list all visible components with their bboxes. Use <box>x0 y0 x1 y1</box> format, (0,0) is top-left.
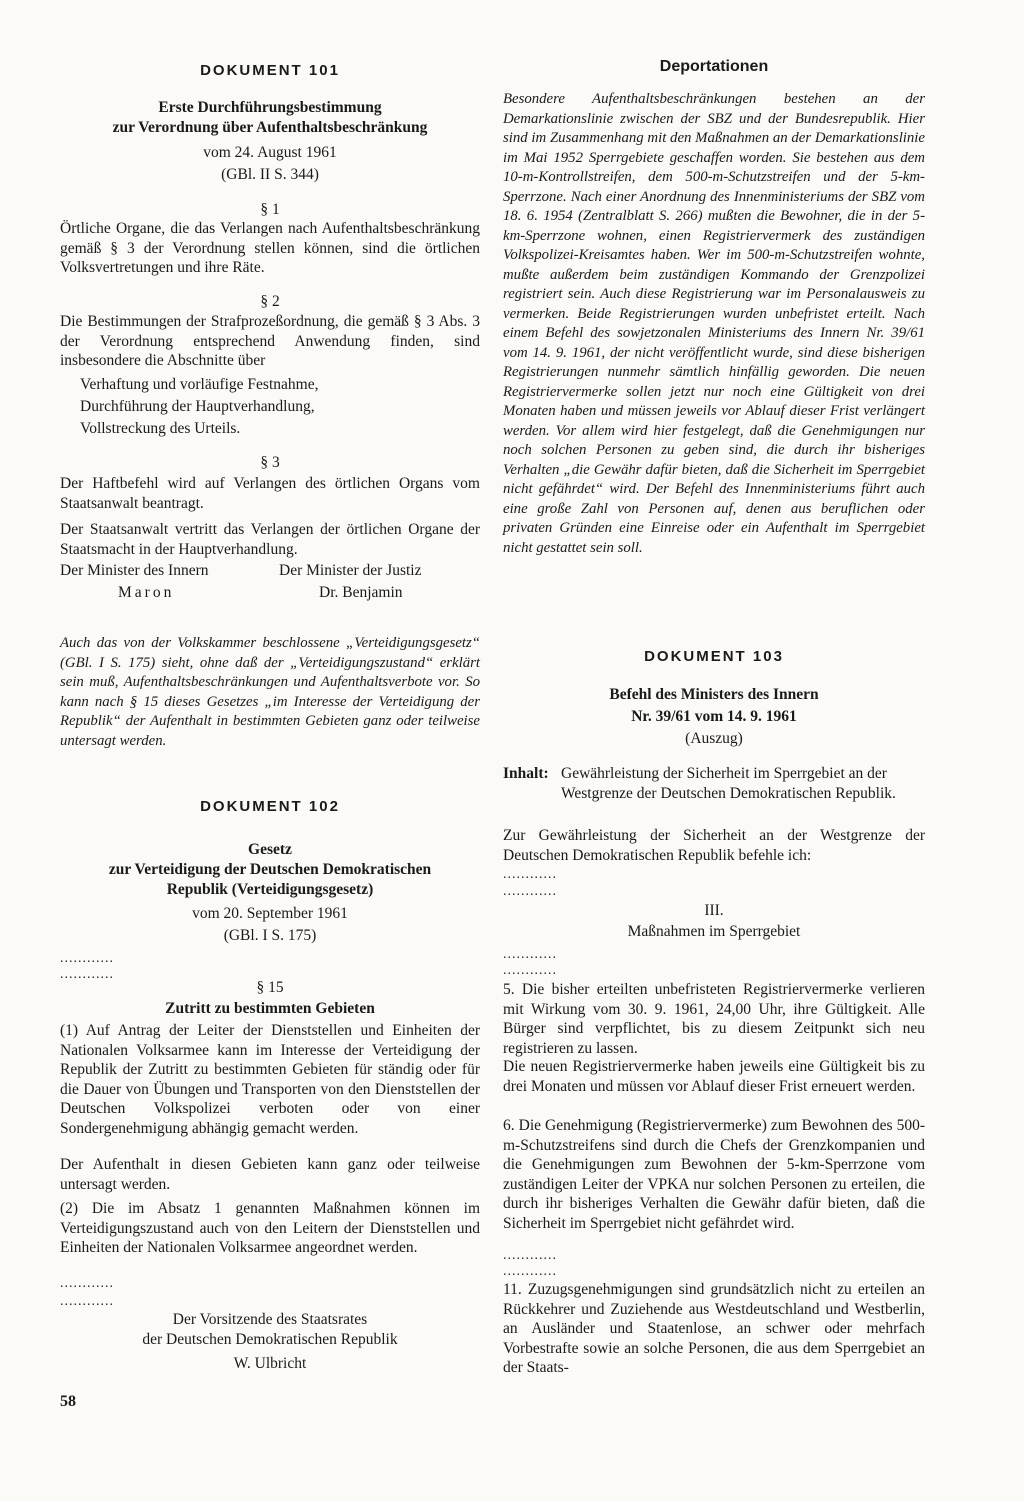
ellipsis-dots: ............ <box>60 1294 114 1309</box>
document-102-source: (GBl. I S. 175) <box>223 927 317 944</box>
section-2-list <box>80 374 480 440</box>
document-101-date: vom 24. August 1961 <box>203 144 337 161</box>
document-102-heading: DOKUMENT 102 <box>200 798 340 815</box>
signatory-name: Maron <box>118 584 175 601</box>
signatory-title: Der Minister des Innern <box>60 562 209 579</box>
section-iii-title: Maßnahmen im Sperrgebiet <box>627 923 801 940</box>
document-101-title-line1: Erste Durchführungsbestimmung <box>158 99 382 116</box>
document-103-title-line2: Nr. 39/61 vom 14. 9. 1961 <box>631 708 797 725</box>
signatory-title: Der Minister der Justiz <box>279 562 422 579</box>
document-101-title-line2: zur Verordnung über Aufenthaltsbeschränkung <box>112 119 428 136</box>
inhalt-text: Gewährleistung der Sicherheit im Sperrgebiet an der Westgrenze der Deutschen Demokratischen Republik. <box>561 765 896 802</box>
section-15-title: Zutritt zu bestimmten Gebieten <box>165 1000 375 1017</box>
ellipsis-dots: ............ <box>503 963 557 978</box>
page-number: 58 <box>60 1393 76 1410</box>
list-item: Vollstreckung des Urteils. <box>80 420 241 437</box>
signature-left <box>60 560 261 604</box>
ellipsis-dots: ............ <box>503 1264 557 1279</box>
inhalt-block <box>503 764 925 803</box>
signature-102-line2: der Deutschen Demokratischen Republik <box>142 1331 398 1348</box>
item-5-text: 5. Die bisher erteilten unbefristeten Registriervermerke verlieren mit Wirkung vom 30. 9. 1961, 24,00 Uhr, ihre Gültigkeit. Alle Bürger sind verpflichtet, bis zu diesem Zeitpunkt sich neu registrieren zu lassen. <box>503 981 925 1057</box>
document-101-source: (GBl. II S. 344) <box>221 166 319 183</box>
section-2-text: Die Bestimmungen der Strafprozeßordnung, die gemäß § 3 Abs. 3 der Verordnung entsprechend Anwendung finden, sind insbesondere die Abschnitte über <box>60 313 480 369</box>
signatory-name: Dr. Benjamin <box>319 584 403 601</box>
section-2-heading: § 2 <box>260 293 280 310</box>
ellipsis-dots: ............ <box>60 967 114 982</box>
section-15-paragraph-1: (1) Auf Antrag der Leiter der Dienststellen und Einheiten der Nationalen Volksarmee kann im Interesse der Verteidigung der Republik der Zutritt zu bestimmten Gebieten für ständig oder für die Dauer von Übungen und Transporten von den Dienststellen der Deutschen Volkspolizei verboten oder von einer Sondergenehmigung abhängig gemacht werden. <box>60 1022 480 1137</box>
signature-block-101 <box>60 560 480 604</box>
item-6-text: 6. Die Genehmigung (Registriervermerke) zum Bewohnen des 500-m-Schutzstreifens sind durch die Chefs der Grenzkompanien und die Genehmigungen zum Bewohnen der 5-km-Sperrzone vom zuständigen Leiter der VPKA nur solchen Personen zu erteilen, die durch ihr bisheriges Verhalten die Gewähr dafür bieten, daß die Sicherheit im Sperrgebiet nicht gefährdet wird. <box>503 1117 925 1232</box>
deportation-text: Besondere Aufenthaltsbeschränkungen bestehen an der Demarkationslinie zwischen der SBZ und der Bundesrepublik. Hier sind im Zusammenhang mit den Maßnahmen an der Demarkationslinie im Mai 1952 Sperrgebiete geschaffen worden. Sie bestehen aus dem 10-m-Kontrollstreifen, dem 500-m-Schutzstreifen und der 5-km-Sperrzone. Nach einer Anordnung des Innenministeriums der SBZ vom 18. 6. 1954 (Zentralblatt S. 266) mußten die Bewohner, die in der 5-km-Sperrzone wohnen, einen Registriervermerk des zuständigen Volkspolizei-Kreisamtes haben. Wer im 500-m-Schutzstreifen wohnte, mußte außerdem beim zuständigen Kommando der Grenzpolizei registriert sein. Auch diese Registrierung war im Personalausweis zu vermerken. Beide Registrierungen wurden unbefristet erteilt. Nach einem Befehl des sowjetzonalen Ministeriums des Innern Nr. 39/61 vom 14. 9. 1961, der nicht veröffentlicht wurde, sind diese bisherigen Registrierungen nunmehr sämtlich hinfällig geworden. Die neuen Registriervermerke sollen jetzt nur noch eine Gültigkeit von drei Monaten haben und müssen jeweils vor Ablauf dieser Frist verlängert werden. Vor allem wird hier festgelegt, daß die Genehmigungen nur noch solchen Personen zu geben sind, die durch ihr bisheriges Verhalten „die Gewähr dafür bieten, daß die Sicherheit im Sperrgebiet nicht gefährdet“ wird. Der Befehl des Innenministeriums führt auch eine große Zahl von Personen auf, denen aus beruflichen oder privaten Gründen eine Einreise oder ein Aufenthalt im Sperrgebiet nicht gestattet sein soll. <box>503 91 925 556</box>
document-103-heading: DOKUMENT 103 <box>644 648 784 665</box>
signature-102-name: W. Ulbricht <box>233 1355 307 1372</box>
section-15-paragraph-2: Der Aufenthalt in diesen Gebieten kann ganz oder teilweise untersagt werden. <box>60 1156 480 1193</box>
item-5-followup: Die neuen Registriervermerke haben jeweils eine Gültigkeit bis zu drei Monaten und müssen vor Ablauf dieser Frist erneuert werden. <box>503 1058 925 1095</box>
ellipsis-dots: ............ <box>60 951 114 966</box>
document-102-title-line1: Gesetz <box>248 841 292 858</box>
section-1-heading: § 1 <box>260 201 280 218</box>
section-1-text: Örtliche Organe, die das Verlangen nach Aufenthaltsbeschränkung gemäß § 3 der Verordnung stellen können, sind die örtlichen Volksvertretungen und ihre Räte. <box>60 220 480 276</box>
document-102-title-line2: zur Verteidigung der Deutschen Demokratischen <box>108 861 432 878</box>
inhalt-label: Inhalt: <box>503 765 549 782</box>
section-15-heading: § 15 <box>256 979 284 996</box>
ellipsis-dots: ............ <box>503 884 557 899</box>
ellipsis-dots: ............ <box>60 1276 114 1291</box>
document-103-intro: Zur Gewährleistung der Sicherheit an der Westgrenze der Deutschen Demokratischen Republik befehle ich: <box>503 827 925 864</box>
commentary-text: Auch das von der Volkskammer beschlossene „Verteidigungsgesetz“ (GBl. I S. 175) sieht, ohne daß der „Verteidigungszustand“ erklärt sein muß, Aufenthaltsbeschränkungen und Aufenthaltsverbote vor. So kann nach § 15 dieses Gesetzes „im Interesse der Verteidigung der Republik“ der Aufenthalt in bestimmten Gebieten ganz oder teilweise untersagt werden. <box>60 635 480 749</box>
section-3-text-2: Der Staatsanwalt vertritt das Verlangen der örtlichen Organe der Staatsmacht in der Hauptverhandlung. <box>60 521 480 558</box>
list-item: Durchführung der Hauptverhandlung, <box>80 398 315 415</box>
ellipsis-dots: ............ <box>503 1248 557 1263</box>
document-101-heading: DOKUMENT 101 <box>200 62 340 79</box>
document-103-subtitle: (Auszug) <box>685 730 743 747</box>
section-3-text-1: Der Haftbefehl wird auf Verlangen des örtlichen Organs vom Staatsanwalt beantragt. <box>60 475 480 512</box>
section-15-paragraph-3: (2) Die im Absatz 1 genannten Maßnahmen können im Verteidigungszustand auch von den Leitern der Dienststellen und Einheiten der Nationalen Volksarmee angeordnet werden. <box>60 1200 480 1256</box>
item-11-text: 11. Zuzugsgenehmigungen sind grundsätzlich nicht zu erteilen an Rückkehrer und Zuziehende aus Westdeutschland und Westberlin, an Ausländer und Staatenlose, an schwer oder mehrfach Vorbestrafte sowie an solche Personen, die aus dem Sperrgebiet an der Staats- <box>503 1281 925 1376</box>
ellipsis-dots: ............ <box>503 947 557 962</box>
section-3-heading: § 3 <box>260 454 280 471</box>
ellipsis-dots: ............ <box>503 867 557 882</box>
signature-102-line1: Der Vorsitzende des Staatsrates <box>172 1311 368 1328</box>
list-item: Verhaftung und vorläufige Festnahme, <box>80 376 319 393</box>
document-102-title-line3: Republik (Verteidigungsgesetz) <box>166 881 374 898</box>
document-102-date: vom 20. September 1961 <box>192 905 348 922</box>
running-head: Deportationen <box>659 58 769 75</box>
document-103-title-line1: Befehl des Ministers des Innern <box>609 686 819 703</box>
section-iii-number: III. <box>704 902 724 919</box>
signature-right <box>261 560 480 604</box>
